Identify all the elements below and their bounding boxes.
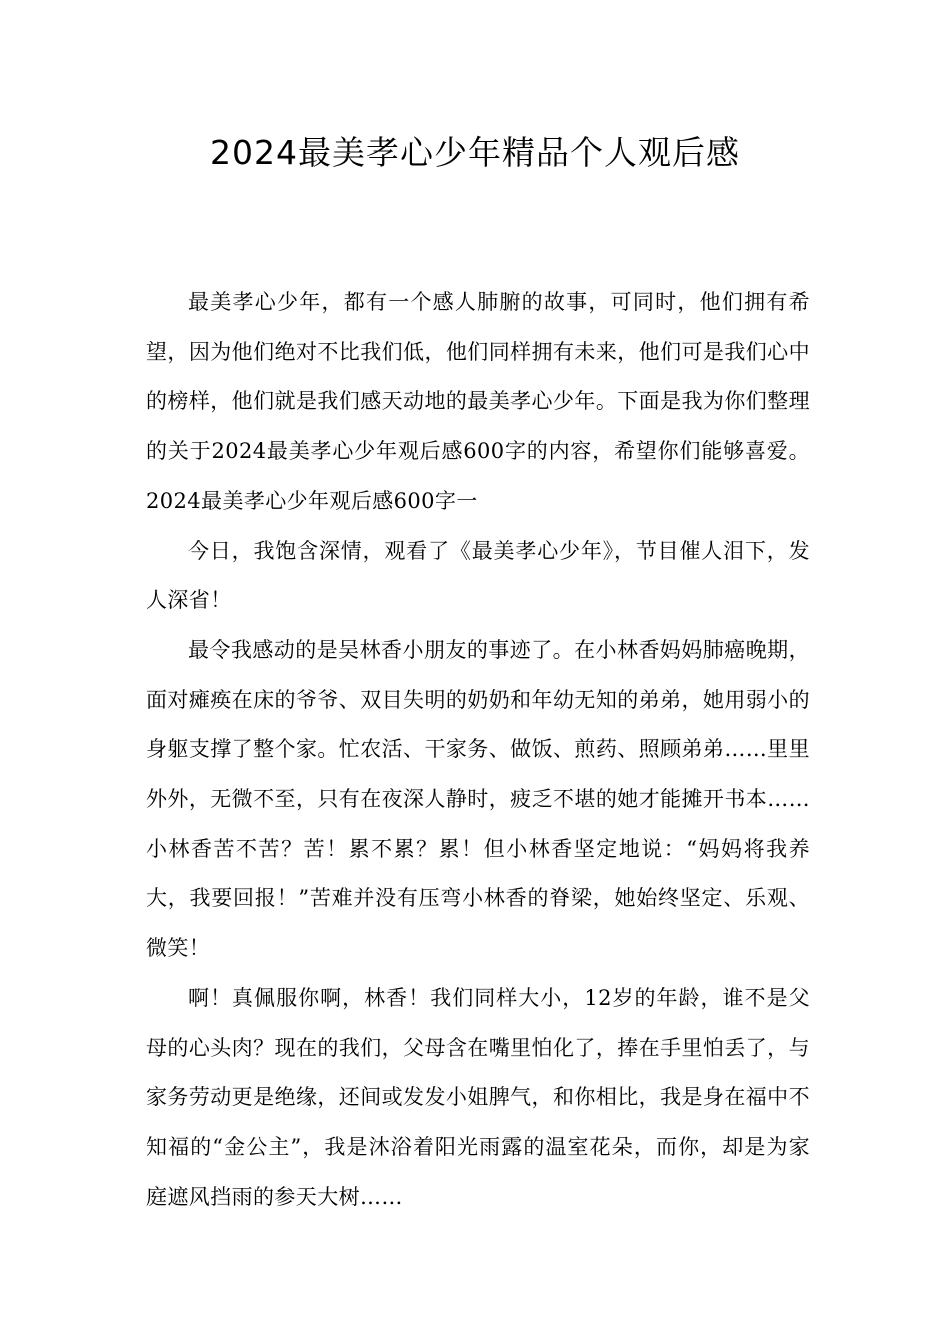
paragraph-watching: 今日，我饱含深情，观看了《最美孝心少年》，节目催人泪下，发人深省！ xyxy=(146,538,810,613)
document-title: 2024最美孝心少年精品个人观后感 xyxy=(210,133,740,172)
paragraph-wu-linxiang: 最令我感动的是吴林香小朋友的事迹了。在小林香妈妈肺癌晚期，面对瘫痪在床的爷爷、双目失明的奶奶和年幼无知的弟弟，她用弱小的身躯支撑了整个家。忙农活、干家务、做饭、煎药、照顾弟弟……里里外外，无微不至，只有在夜深人静时，疲乏不堪的她才能摊开书本……小林香苦不苦？苦！累不累？累！但小林香坚定地说：“妈妈将我养大，我要回报！”苦难并没有压弯小林香的脊梁，她始终坚定、乐观、微笑！ xyxy=(146,637,810,961)
paragraph-admiration: 啊！真佩服你啊，林香！我们同样大小，12岁的年龄，谁不是父母的心头肉？现在的我们，父母含在嘴里怕化了，捧在手里怕丢了，与家务劳动更是绝缘，还间或发发小姐脾气，和你相比，我是身在福中不知福的“金公主”，我是沐浴着阳光雨露的温室花朵，而你，却是为家庭遮风挡雨的参天大树…… xyxy=(146,985,810,1209)
document-body xyxy=(146,278,810,1222)
paragraph-intro: 最美孝心少年，都有一个感人肺腑的故事，可同时，他们拥有希望，因为他们绝对不比我们低，他们同样拥有未来，他们可是我们心中的榜样，他们就是我们感天动地的最美孝心少年。下面是我为你们整理的关于2024最美孝心少年观后感600字的内容，希望你们能够喜爱。2024最美孝心少年观后感600字一 xyxy=(146,290,810,513)
